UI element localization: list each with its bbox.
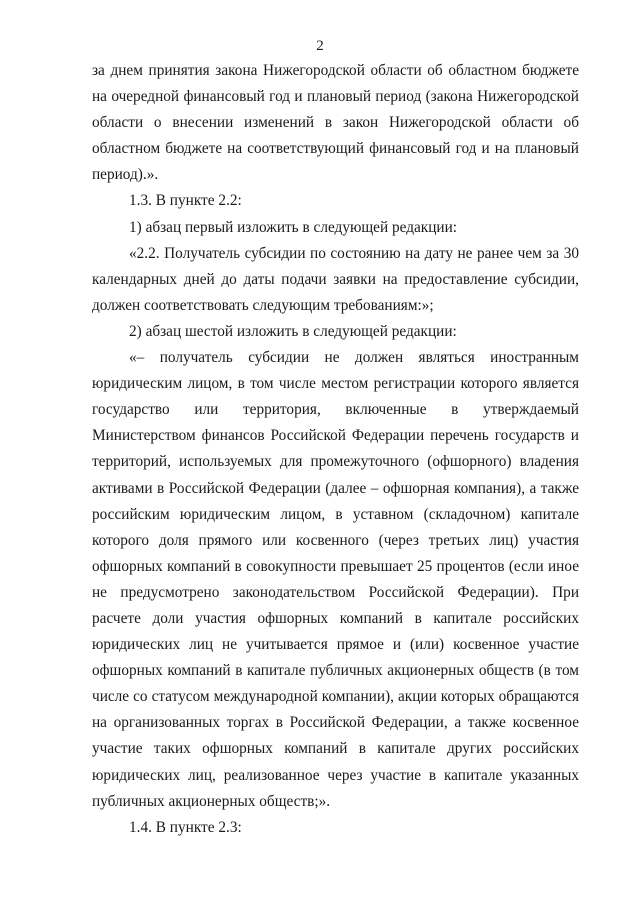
paragraph-item-1-4: 1.4. В пункте 2.3: <box>129 818 242 836</box>
page-number: 2 <box>316 38 324 54</box>
paragraph-offshore-requirement: «– получатель субсидии не должен являться иностранным юридическим лицом, в том числе местом регистрации которого является государство или территория, включенные в утверждаемый Министерством финансов Российской Федерации перечень государств и территорий, используемых для промежуточного (офшорного) владения активами в Российской Федерации (далее – офшорная компания), а также российским юридическим лицом, в уставном (складочном) капитале которого доля прямого или косвенного (через третьих лиц) участия офшорных компаний в совокупности превышает 25 процентов (если иное не предусмотрено законодательством Российской Федерации). При расчете доли участия офшорных компаний в капитале российских юридических лиц не учитывается прямое и (или) косвенное участие офшорных компаний в капитале публичных акционерных обществ (в том числе со статусом международной компании), акции которых обращаются на организованных торгах в Российской Федерации, а также косвенное участие таких офшорных компаний в капитале других российских юридических лиц, реализованное через участие в капитале указанных публичных акционерных обществ;». <box>92 349 579 810</box>
paragraph-item-1-3: 1.3. В пункте 2.2: <box>129 192 242 210</box>
paragraph-continuation: за днем принятия закона Нижегородской области об областном бюджете на очередной финансовый год и плановый период (закона Нижегородской области о внесении изменений в закон Нижегородской области об областном бюджете на соответствующий финансовый год и на плановый период).». <box>92 62 579 184</box>
paragraph-subitem-1: 1) абзац первый изложить в следующей редакции: <box>129 218 458 236</box>
paragraph-quote-2-2: «2.2. Получатель субсидии по состоянию на дату не ранее чем за 30 календарных дней до даты подачи заявки на предоставление субсидии, должен соответствовать следующим требованиям:»; <box>92 244 579 314</box>
document-body <box>92 58 579 841</box>
paragraph-subitem-2: 2) абзац шестой изложить в следующей редакции: <box>129 322 457 340</box>
